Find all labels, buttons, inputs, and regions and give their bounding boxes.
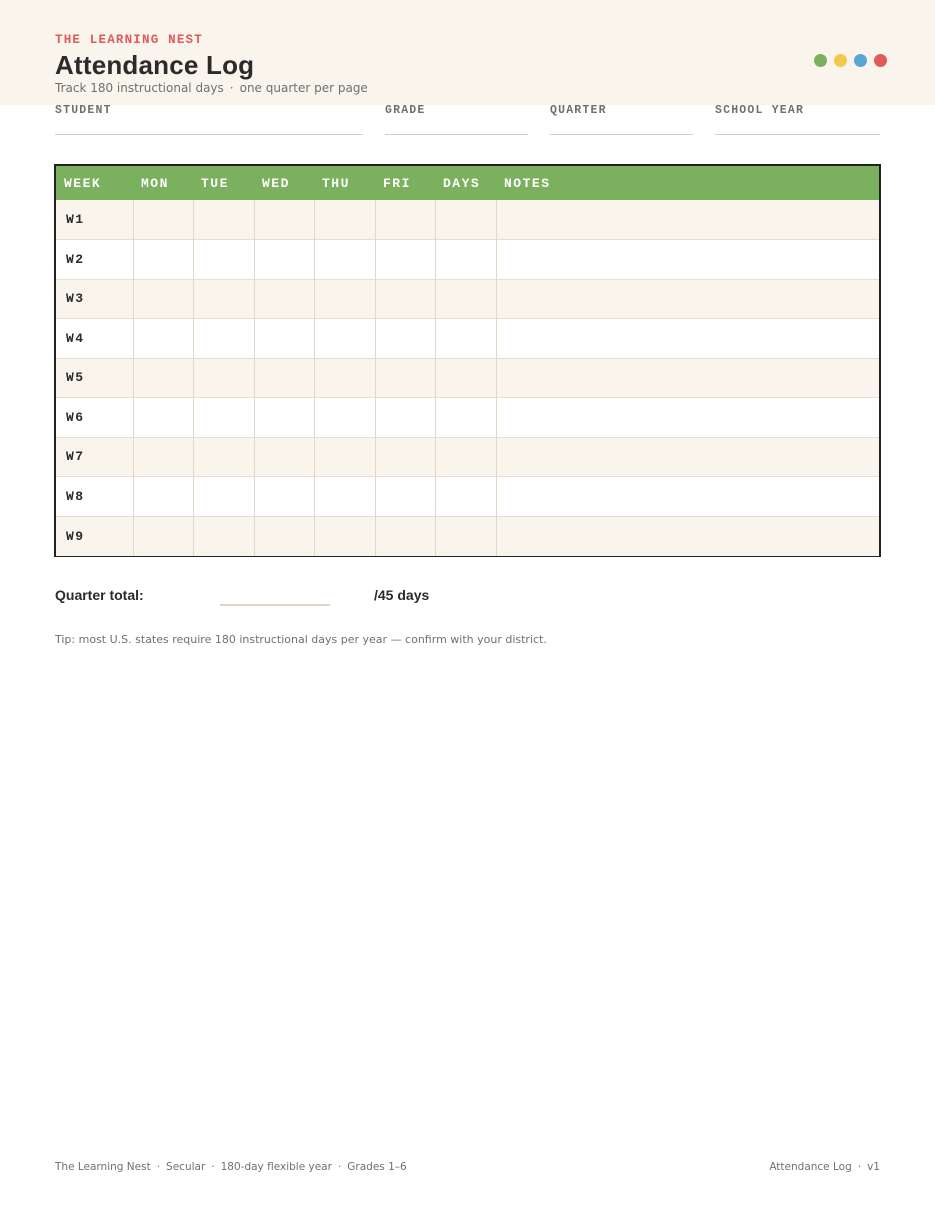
mon-cell[interactable]: [133, 200, 193, 240]
week-label: W3: [56, 279, 133, 319]
wed-cell[interactable]: [254, 319, 314, 359]
fri-cell[interactable]: [375, 477, 435, 517]
thu-cell[interactable]: [314, 516, 375, 556]
week-label: W8: [56, 477, 133, 517]
school-year-label: SCHOOL YEAR: [715, 104, 805, 117]
wed-cell[interactable]: [254, 279, 314, 319]
days-cell[interactable]: [435, 319, 496, 359]
fri-cell[interactable]: [375, 319, 435, 359]
tue-cell[interactable]: [193, 477, 254, 517]
footer-version: v1: [867, 1161, 880, 1173]
fri-cell[interactable]: [375, 279, 435, 319]
wed-cell[interactable]: [254, 477, 314, 517]
grade-field[interactable]: [385, 104, 426, 117]
col-header-notes: NOTES: [496, 166, 879, 200]
days-cell[interactable]: [435, 240, 496, 280]
grade-line[interactable]: [385, 134, 528, 135]
table-row: [56, 319, 879, 359]
wed-cell[interactable]: [254, 398, 314, 438]
wed-cell[interactable]: [254, 358, 314, 398]
fri-cell[interactable]: [375, 358, 435, 398]
thu-cell[interactable]: [314, 319, 375, 359]
school-year-line[interactable]: [715, 134, 880, 135]
thu-cell[interactable]: [314, 279, 375, 319]
footer-separator: ·: [857, 1161, 862, 1173]
wed-cell[interactable]: [254, 200, 314, 240]
tue-cell[interactable]: [193, 200, 254, 240]
notes-cell[interactable]: [496, 358, 879, 398]
table-row: [56, 516, 879, 556]
footer-separator: ·: [211, 1161, 215, 1173]
notes-cell[interactable]: [496, 319, 879, 359]
week-label: W4: [56, 319, 133, 359]
fri-cell[interactable]: [375, 200, 435, 240]
quarter-total-suffix: /45 days: [374, 587, 430, 603]
days-cell[interactable]: [435, 516, 496, 556]
grade-label: GRADE: [385, 104, 426, 117]
days-cell[interactable]: [435, 477, 496, 517]
col-header-week: WEEK: [56, 166, 133, 200]
table-row: [56, 398, 879, 438]
quarter-total-label: Quarter total:: [55, 587, 144, 603]
attendance-table: [54, 164, 881, 557]
table-row: [56, 240, 879, 280]
week-label: W1: [56, 200, 133, 240]
blue-dot: [854, 54, 867, 67]
notes-cell[interactable]: [496, 516, 879, 556]
quarter-field[interactable]: [550, 104, 607, 117]
thu-cell[interactable]: [314, 477, 375, 517]
school-year-field[interactable]: [715, 104, 804, 117]
col-header-tue: TUE: [193, 166, 254, 200]
subtitle-part-2: one quarter per page: [239, 81, 368, 95]
table-row: [56, 358, 879, 398]
col-header-mon: MON: [133, 166, 193, 200]
notes-cell[interactable]: [496, 477, 879, 517]
col-header-days: DAYS: [435, 166, 496, 200]
fri-cell[interactable]: [375, 516, 435, 556]
page-subtitle: [55, 81, 368, 95]
mon-cell[interactable]: [133, 437, 193, 477]
thu-cell[interactable]: [314, 240, 375, 280]
footer-right: [769, 1161, 880, 1173]
tip-text: Tip: most U.S. states require 180 instructional days per year — confirm with your district.: [55, 633, 547, 646]
footer-doc-title: Attendance Log: [769, 1161, 852, 1173]
days-cell[interactable]: [435, 358, 496, 398]
tue-cell[interactable]: [193, 398, 254, 438]
week-label: W7: [56, 437, 133, 477]
mon-cell[interactable]: [133, 398, 193, 438]
footer-secular: Secular: [166, 1161, 206, 1173]
notes-cell[interactable]: [496, 200, 879, 240]
days-cell[interactable]: [435, 398, 496, 438]
days-cell[interactable]: [435, 437, 496, 477]
wed-cell[interactable]: [254, 240, 314, 280]
tue-cell[interactable]: [193, 240, 254, 280]
wed-cell[interactable]: [254, 437, 314, 477]
table-row: [56, 477, 879, 517]
student-label: STUDENT: [55, 104, 112, 117]
footer-brand: The Learning Nest: [55, 1161, 151, 1173]
footer-separator: ·: [337, 1161, 342, 1173]
notes-cell[interactable]: [496, 437, 879, 477]
notes-cell[interactable]: [496, 240, 879, 280]
subtitle-part-1: Track 180 instructional days: [55, 81, 224, 95]
days-cell[interactable]: [435, 200, 496, 240]
fri-cell[interactable]: [375, 398, 435, 438]
color-dots: [814, 54, 887, 67]
table-row: [56, 437, 879, 477]
week-label: W9: [56, 516, 133, 556]
quarter-line[interactable]: [550, 134, 693, 135]
page-title: Attendance Log: [55, 50, 255, 80]
table-row: [56, 279, 879, 319]
thu-cell[interactable]: [314, 437, 375, 477]
col-header-thu: THU: [314, 166, 375, 200]
tue-cell[interactable]: [193, 279, 254, 319]
student-line[interactable]: [55, 134, 363, 135]
footer-separator: ·: [156, 1161, 161, 1173]
mon-cell[interactable]: [133, 240, 193, 280]
green-dot: [814, 54, 827, 67]
mon-cell[interactable]: [133, 477, 193, 517]
mon-cell[interactable]: [133, 358, 193, 398]
thu-cell[interactable]: [314, 398, 375, 438]
yellow-dot: [834, 54, 847, 67]
days-cell[interactable]: [435, 279, 496, 319]
tue-cell[interactable]: [193, 358, 254, 398]
notes-cell[interactable]: [496, 398, 879, 438]
col-header-fri: FRI: [375, 166, 435, 200]
subtitle-separator: ·: [229, 81, 234, 95]
quarter-total-input-line[interactable]: [220, 604, 330, 606]
quarter-label: QUARTER: [550, 104, 607, 117]
week-label: W2: [56, 240, 133, 280]
tue-cell[interactable]: [193, 437, 254, 477]
fri-cell[interactable]: [375, 437, 435, 477]
table-header-row: [56, 166, 879, 200]
student-field[interactable]: [55, 104, 112, 117]
week-label: W6: [56, 398, 133, 438]
thu-cell[interactable]: [314, 358, 375, 398]
thu-cell[interactable]: [314, 200, 375, 240]
footer-left: [55, 1161, 407, 1173]
notes-cell[interactable]: [496, 279, 879, 319]
table-row: [56, 200, 879, 240]
mon-cell[interactable]: [133, 279, 193, 319]
tue-cell[interactable]: [193, 319, 254, 359]
tue-cell[interactable]: [193, 516, 254, 556]
footer-year-type: 180-day flexible year: [220, 1161, 332, 1173]
fri-cell[interactable]: [375, 240, 435, 280]
col-header-wed: WED: [254, 166, 314, 200]
red-dot: [874, 54, 887, 67]
mon-cell[interactable]: [133, 516, 193, 556]
wed-cell[interactable]: [254, 516, 314, 556]
mon-cell[interactable]: [133, 319, 193, 359]
week-label: W5: [56, 358, 133, 398]
brand-name: THE LEARNING NEST: [55, 33, 203, 47]
table-body: [56, 200, 879, 556]
footer-grades: Grades 1–6: [347, 1161, 407, 1173]
